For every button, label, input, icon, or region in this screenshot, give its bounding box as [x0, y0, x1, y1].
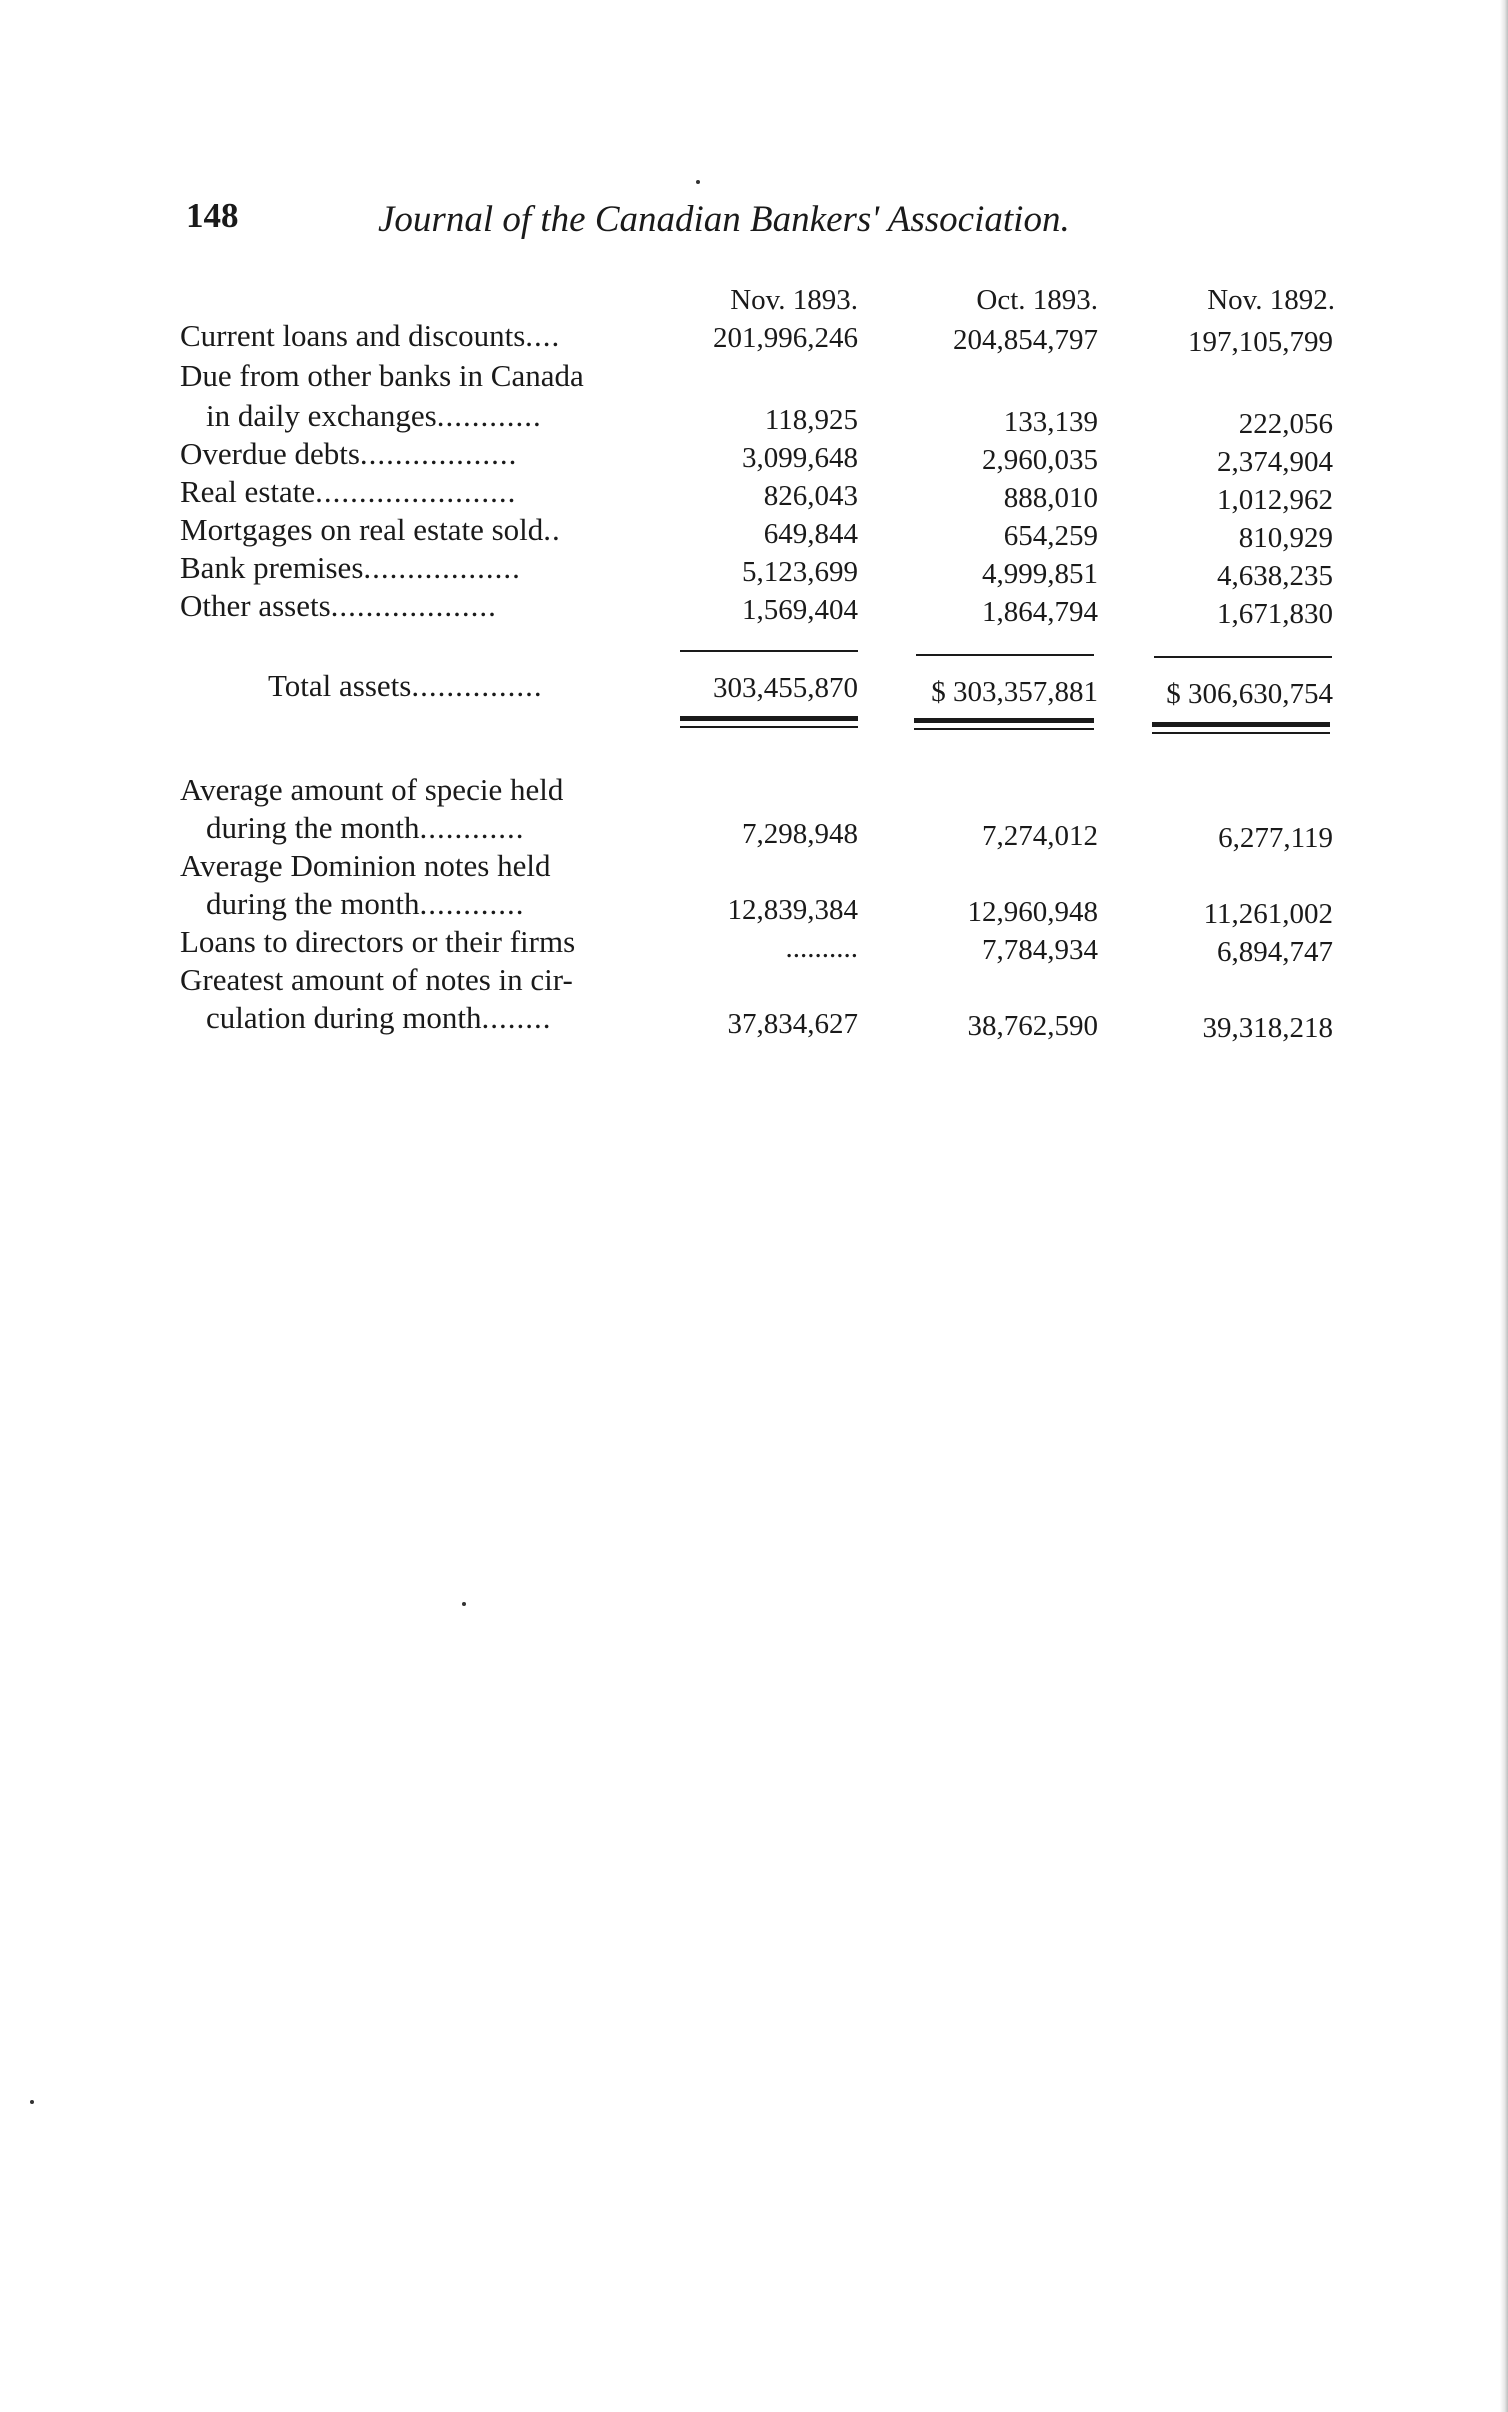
subtotal-rule — [916, 654, 1094, 656]
row-value-nov-1892: 2,374,904 — [1217, 446, 1333, 478]
row-label: Average amount of specie held — [180, 772, 564, 807]
row-value-oct-1893: 12,960,948 — [967, 896, 1098, 928]
row-label: Mortgages on real estate sold.. — [180, 512, 561, 547]
row-value-nov-1893: 5,123,699 — [742, 556, 858, 588]
subtotal-rule — [1154, 656, 1332, 658]
row-value-nov-1892: 1,012,962 — [1217, 484, 1333, 516]
row-value-oct-1893: 888,010 — [1003, 482, 1098, 514]
row-label: culation during month........ — [206, 1000, 552, 1035]
total-underline — [914, 728, 1094, 730]
row-value-nov-1893: 826,043 — [763, 480, 858, 512]
row-label: Greatest amount of notes in cir- — [180, 962, 573, 997]
row-value-oct-1893: 2,960,035 — [982, 444, 1098, 476]
total-label: Total assets............... — [268, 668, 543, 703]
column-heading-nov-1893: Nov. 1893. — [730, 284, 858, 316]
row-value-nov-1892: 4,638,235 — [1217, 560, 1333, 592]
row-label: Due from other banks in Canada — [180, 358, 584, 393]
total-underline — [680, 726, 858, 728]
row-value-nov-1892: 810,929 — [1238, 522, 1333, 554]
row-label: Current loans and discounts.... — [180, 318, 561, 353]
row-value-oct-1893: 654,259 — [1003, 520, 1098, 552]
scan-speck — [30, 2100, 34, 2104]
row-value-nov-1893: 12,839,384 — [727, 894, 858, 926]
row-value-oct-1893: 204,854,797 — [953, 324, 1098, 356]
row-label: during the month............ — [206, 810, 525, 845]
scan-speck — [696, 180, 700, 184]
subtotal-rule — [680, 650, 858, 652]
row-label: Bank premises.................. — [180, 550, 521, 585]
total-value-nov-1893: 303,455,870 — [713, 672, 858, 704]
row-value-nov-1893: 649,844 — [763, 518, 858, 550]
row-value-oct-1893: 38,762,590 — [967, 1010, 1098, 1042]
row-label: Loans to directors or their firms — [180, 924, 576, 959]
total-underline — [914, 718, 1094, 723]
row-value-nov-1892: 6,894,747 — [1217, 936, 1333, 968]
row-label: Other assets................... — [180, 588, 497, 623]
row-value-nov-1893: 37,834,627 — [727, 1008, 858, 1040]
row-value-nov-1893: 7,298,948 — [742, 818, 858, 850]
total-value-nov-1892: $ 306,630,754 — [1166, 678, 1333, 710]
page-number: 148 — [186, 196, 239, 235]
row-value-nov-1892: 11,261,002 — [1203, 898, 1333, 930]
row-label: during the month............ — [206, 886, 525, 921]
column-heading-oct-1893: Oct. 1893. — [976, 284, 1098, 316]
row-value-nov-1893: 201,996,246 — [713, 322, 858, 354]
running-title: Journal of the Canadian Bankers' Association. — [378, 199, 1070, 240]
row-value-oct-1893: 133,139 — [1003, 406, 1098, 438]
total-underline — [1152, 732, 1330, 734]
page-edge-shadow — [1500, 0, 1508, 2412]
row-label: Overdue debts.................. — [180, 436, 518, 471]
row-value-nov-1893: 118,925 — [764, 404, 858, 436]
row-value-oct-1893: 1,864,794 — [982, 596, 1098, 628]
row-label: Average Dominion notes held — [180, 848, 551, 883]
row-label: in daily exchanges............ — [206, 398, 542, 433]
scan-speck — [462, 1602, 466, 1606]
row-value-oct-1893: 7,274,012 — [982, 820, 1098, 852]
row-value-nov-1893: 3,099,648 — [742, 442, 858, 474]
total-underline — [1152, 722, 1330, 727]
row-value-nov-1892: 39,318,218 — [1202, 1012, 1333, 1044]
total-underline — [680, 716, 858, 721]
row-value-nov-1892: 222,056 — [1238, 408, 1333, 440]
row-value-nov-1892: 197,105,799 — [1188, 326, 1333, 358]
row-value-nov-1893: .......... — [785, 932, 858, 964]
row-label: Real estate....................... — [180, 474, 517, 509]
row-value-oct-1893: 4,999,851 — [982, 558, 1098, 590]
row-value-oct-1893: 7,784,934 — [982, 934, 1098, 966]
row-value-nov-1892: 6,277,119 — [1218, 822, 1333, 854]
column-heading-nov-1892: Nov. 1892. — [1207, 284, 1335, 316]
row-value-nov-1892: 1,671,830 — [1217, 598, 1333, 630]
row-value-nov-1893: 1,569,404 — [742, 594, 858, 626]
total-value-oct-1893: $ 303,357,881 — [931, 676, 1098, 708]
